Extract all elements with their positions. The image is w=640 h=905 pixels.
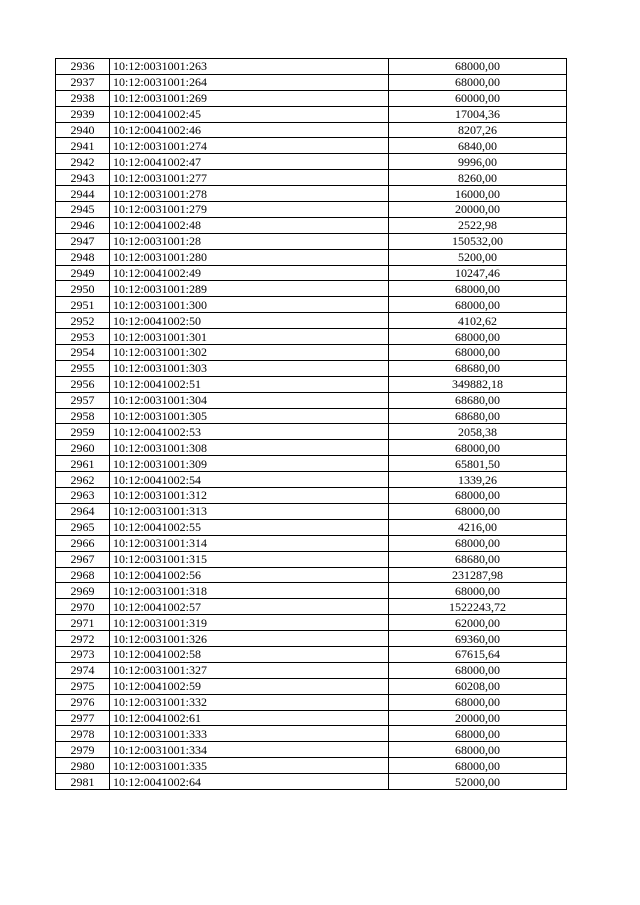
cadastral-number-cell: 10:12:0031001:302 (110, 345, 389, 361)
cadastral-number-cell: 10:12:0031001:332 (110, 694, 389, 710)
table-row (56, 74, 567, 90)
value-cell: 150532,00 (389, 233, 567, 249)
value-cell: 6840,00 (389, 138, 567, 154)
cadastral-number-cell: 10:12:0041002:54 (110, 472, 389, 488)
table-row (56, 726, 567, 742)
row-number-cell: 2945 (56, 202, 110, 218)
row-number-cell: 2962 (56, 472, 110, 488)
row-number-cell: 2968 (56, 567, 110, 583)
value-cell: 69360,00 (389, 631, 567, 647)
value-cell: 60000,00 (389, 90, 567, 106)
table-row (56, 186, 567, 202)
cadastral-number-cell: 10:12:0031001:327 (110, 662, 389, 678)
table-row (56, 233, 567, 249)
row-number-cell: 2969 (56, 583, 110, 599)
cadastral-number-cell: 10:12:0041002:49 (110, 265, 389, 281)
cadastral-number-cell: 10:12:0041002:57 (110, 599, 389, 615)
cadastral-number-cell: 10:12:0031001:304 (110, 392, 389, 408)
table-row (56, 440, 567, 456)
value-cell: 68000,00 (389, 583, 567, 599)
cadastral-number-cell: 10:12:0031001:28 (110, 233, 389, 249)
row-number-cell: 2978 (56, 726, 110, 742)
table-row (56, 59, 567, 75)
value-cell: 52000,00 (389, 774, 567, 790)
value-cell: 16000,00 (389, 186, 567, 202)
row-number-cell: 2942 (56, 154, 110, 170)
table-row (56, 694, 567, 710)
row-number-cell: 2937 (56, 74, 110, 90)
row-number-cell: 2965 (56, 519, 110, 535)
table-row (56, 535, 567, 551)
row-number-cell: 2979 (56, 742, 110, 758)
row-number-cell: 2960 (56, 440, 110, 456)
table-row (56, 138, 567, 154)
row-number-cell: 2947 (56, 233, 110, 249)
value-cell: 10247,46 (389, 265, 567, 281)
table-row (56, 392, 567, 408)
cadastral-number-cell: 10:12:0041002:51 (110, 376, 389, 392)
table-row (56, 297, 567, 313)
row-number-cell: 2955 (56, 360, 110, 376)
row-number-cell: 2963 (56, 488, 110, 504)
value-cell: 68000,00 (389, 281, 567, 297)
row-number-cell: 2974 (56, 662, 110, 678)
table-row (56, 376, 567, 392)
cadastral-number-cell: 10:12:0041002:58 (110, 646, 389, 662)
value-cell: 9996,00 (389, 154, 567, 170)
row-number-cell: 2953 (56, 329, 110, 345)
row-number-cell: 2977 (56, 710, 110, 726)
cadastral-value-table (55, 58, 567, 790)
value-cell: 1339,26 (389, 472, 567, 488)
value-cell: 20000,00 (389, 202, 567, 218)
table-row (56, 408, 567, 424)
table-row (56, 265, 567, 281)
table-row (56, 456, 567, 472)
row-number-cell: 2961 (56, 456, 110, 472)
table-row (56, 567, 567, 583)
row-number-cell: 2941 (56, 138, 110, 154)
value-cell: 65801,50 (389, 456, 567, 472)
cadastral-number-cell: 10:12:0031001:264 (110, 74, 389, 90)
table-body (56, 59, 567, 790)
value-cell: 68000,00 (389, 59, 567, 75)
row-number-cell: 2975 (56, 678, 110, 694)
table-row (56, 217, 567, 233)
value-cell: 2522,98 (389, 217, 567, 233)
value-cell: 8207,26 (389, 122, 567, 138)
value-cell: 60208,00 (389, 678, 567, 694)
table-row (56, 122, 567, 138)
cadastral-number-cell: 10:12:0031001:263 (110, 59, 389, 75)
table-row (56, 758, 567, 774)
row-number-cell: 2943 (56, 170, 110, 186)
cadastral-number-cell: 10:12:0041002:59 (110, 678, 389, 694)
value-cell: 17004,36 (389, 106, 567, 122)
row-number-cell: 2954 (56, 345, 110, 361)
value-cell: 68680,00 (389, 408, 567, 424)
table-row (56, 646, 567, 662)
value-cell: 68000,00 (389, 535, 567, 551)
cadastral-number-cell: 10:12:0031001:277 (110, 170, 389, 186)
cadastral-number-cell: 10:12:0031001:314 (110, 535, 389, 551)
table-row (56, 710, 567, 726)
value-cell: 68000,00 (389, 297, 567, 313)
value-cell: 8260,00 (389, 170, 567, 186)
row-number-cell: 2970 (56, 599, 110, 615)
table-row (56, 281, 567, 297)
cadastral-number-cell: 10:12:0031001:315 (110, 551, 389, 567)
table-row (56, 742, 567, 758)
table-row (56, 106, 567, 122)
table-row (56, 313, 567, 329)
cadastral-number-cell: 10:12:0031001:280 (110, 249, 389, 265)
value-cell: 5200,00 (389, 249, 567, 265)
cadastral-number-cell: 10:12:0041002:45 (110, 106, 389, 122)
cadastral-number-cell: 10:12:0041002:55 (110, 519, 389, 535)
row-number-cell: 2972 (56, 631, 110, 647)
cadastral-number-cell: 10:12:0041002:47 (110, 154, 389, 170)
value-cell: 68000,00 (389, 742, 567, 758)
value-cell: 1522243,72 (389, 599, 567, 615)
row-number-cell: 2964 (56, 503, 110, 519)
table-row (56, 631, 567, 647)
row-number-cell: 2976 (56, 694, 110, 710)
cadastral-number-cell: 10:12:0031001:318 (110, 583, 389, 599)
row-number-cell: 2949 (56, 265, 110, 281)
cadastral-number-cell: 10:12:0031001:333 (110, 726, 389, 742)
value-cell: 68000,00 (389, 726, 567, 742)
value-cell: 68000,00 (389, 694, 567, 710)
value-cell: 68000,00 (389, 329, 567, 345)
table-row (56, 249, 567, 265)
value-cell: 20000,00 (389, 710, 567, 726)
table-row (56, 774, 567, 790)
cadastral-number-cell: 10:12:0031001:289 (110, 281, 389, 297)
cadastral-number-cell: 10:12:0031001:319 (110, 615, 389, 631)
cadastral-number-cell: 10:12:0031001:326 (110, 631, 389, 647)
value-cell: 4216,00 (389, 519, 567, 535)
cadastral-number-cell: 10:12:0041002:50 (110, 313, 389, 329)
table-row (56, 472, 567, 488)
value-cell: 68000,00 (389, 503, 567, 519)
row-number-cell: 2959 (56, 424, 110, 440)
value-cell: 68000,00 (389, 662, 567, 678)
cadastral-number-cell: 10:12:0041002:56 (110, 567, 389, 583)
cadastral-number-cell: 10:12:0031001:308 (110, 440, 389, 456)
row-number-cell: 2944 (56, 186, 110, 202)
row-number-cell: 2936 (56, 59, 110, 75)
table-row (56, 503, 567, 519)
cadastral-number-cell: 10:12:0031001:305 (110, 408, 389, 424)
value-cell: 68000,00 (389, 758, 567, 774)
value-cell: 68680,00 (389, 360, 567, 376)
table-row (56, 345, 567, 361)
cadastral-number-cell: 10:12:0031001:334 (110, 742, 389, 758)
value-cell: 62000,00 (389, 615, 567, 631)
cadastral-number-cell: 10:12:0041002:53 (110, 424, 389, 440)
row-number-cell: 2956 (56, 376, 110, 392)
row-number-cell: 2966 (56, 535, 110, 551)
cadastral-number-cell: 10:12:0031001:278 (110, 186, 389, 202)
table-row (56, 329, 567, 345)
table-row (56, 154, 567, 170)
value-cell: 68000,00 (389, 440, 567, 456)
value-cell: 4102,62 (389, 313, 567, 329)
cadastral-number-cell: 10:12:0031001:335 (110, 758, 389, 774)
cadastral-number-cell: 10:12:0031001:301 (110, 329, 389, 345)
cadastral-number-cell: 10:12:0031001:312 (110, 488, 389, 504)
row-number-cell: 2973 (56, 646, 110, 662)
table-row (56, 360, 567, 376)
row-number-cell: 2951 (56, 297, 110, 313)
value-cell: 68000,00 (389, 74, 567, 90)
value-cell: 349882,18 (389, 376, 567, 392)
cadastral-number-cell: 10:12:0031001:269 (110, 90, 389, 106)
table-row (56, 202, 567, 218)
row-number-cell: 2952 (56, 313, 110, 329)
cadastral-number-cell: 10:12:0031001:309 (110, 456, 389, 472)
cadastral-number-cell: 10:12:0041002:46 (110, 122, 389, 138)
cadastral-number-cell: 10:12:0031001:274 (110, 138, 389, 154)
table-row (56, 662, 567, 678)
cadastral-number-cell: 10:12:0041002:48 (110, 217, 389, 233)
row-number-cell: 2940 (56, 122, 110, 138)
row-number-cell: 2950 (56, 281, 110, 297)
table-row (56, 170, 567, 186)
row-number-cell: 2957 (56, 392, 110, 408)
table-row (56, 599, 567, 615)
row-number-cell: 2981 (56, 774, 110, 790)
table-row (56, 424, 567, 440)
row-number-cell: 2967 (56, 551, 110, 567)
row-number-cell: 2971 (56, 615, 110, 631)
table-row (56, 519, 567, 535)
table-row (56, 551, 567, 567)
table-row (56, 615, 567, 631)
row-number-cell: 2946 (56, 217, 110, 233)
cadastral-number-cell: 10:12:0031001:300 (110, 297, 389, 313)
value-cell: 67615,64 (389, 646, 567, 662)
table-row (56, 488, 567, 504)
value-cell: 68000,00 (389, 488, 567, 504)
row-number-cell: 2938 (56, 90, 110, 106)
cadastral-number-cell: 10:12:0041002:61 (110, 710, 389, 726)
value-cell: 68000,00 (389, 345, 567, 361)
value-cell: 68680,00 (389, 392, 567, 408)
value-cell: 231287,98 (389, 567, 567, 583)
value-cell: 68680,00 (389, 551, 567, 567)
value-cell: 2058,38 (389, 424, 567, 440)
cadastral-number-cell: 10:12:0031001:313 (110, 503, 389, 519)
cadastral-number-cell: 10:12:0031001:279 (110, 202, 389, 218)
cadastral-number-cell: 10:12:0041002:64 (110, 774, 389, 790)
table-row (56, 583, 567, 599)
row-number-cell: 2958 (56, 408, 110, 424)
row-number-cell: 2980 (56, 758, 110, 774)
row-number-cell: 2948 (56, 249, 110, 265)
table-row (56, 90, 567, 106)
row-number-cell: 2939 (56, 106, 110, 122)
table-row (56, 678, 567, 694)
cadastral-number-cell: 10:12:0031001:303 (110, 360, 389, 376)
